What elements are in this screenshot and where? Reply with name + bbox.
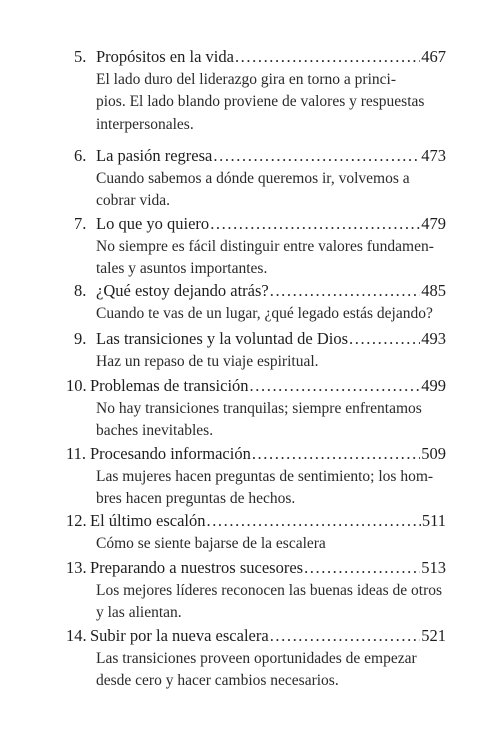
toc-entry-13 bbox=[66, 556, 446, 625]
description-line: Cómo se siente bajarse de la escalera bbox=[96, 535, 326, 552]
chapter-number: 9. bbox=[74, 329, 87, 348]
toc-title-line bbox=[74, 144, 446, 168]
toc-entry-12 bbox=[66, 509, 446, 555]
description-line: Haz un repaso de tu viaje espiritual. bbox=[96, 353, 319, 370]
chapter-number: 11. bbox=[66, 444, 87, 463]
chapter-title: Problemas de transición bbox=[90, 376, 249, 395]
chapter-description bbox=[96, 398, 446, 443]
chapter-description bbox=[96, 303, 446, 325]
toc-title-line bbox=[66, 374, 446, 398]
chapter-description bbox=[96, 648, 446, 693]
toc-entry-6 bbox=[74, 144, 446, 213]
chapter-description bbox=[96, 580, 446, 625]
chapter-number: 7. bbox=[74, 214, 87, 233]
chapter-number: 12. bbox=[66, 511, 87, 530]
page-number: 479 bbox=[421, 214, 446, 233]
description-line: Cuando sabemos a dónde queremos ir, volvemos a bbox=[96, 170, 410, 187]
description-line: Cuando te vas de un lugar, ¿qué legado estás dejando? bbox=[96, 305, 433, 322]
description-line: baches inevitables. bbox=[96, 422, 214, 440]
chapter-number: 8. bbox=[74, 281, 87, 300]
dot-leader bbox=[250, 374, 421, 398]
description-line: El lado duro del liderazgo gira en torno a princi- bbox=[96, 71, 396, 88]
description-line: pios. El lado blando proviene de valores y respuestas bbox=[96, 93, 425, 111]
dot-leader bbox=[210, 212, 420, 236]
chapter-number: 6. bbox=[74, 146, 87, 165]
dot-leader bbox=[349, 327, 420, 351]
toc-entry-10 bbox=[66, 374, 446, 443]
description-line: bres hacen preguntas de hechos. bbox=[96, 490, 296, 508]
chapter-title: Propósitos en la vida bbox=[96, 47, 234, 66]
chapter-number: 13. bbox=[66, 558, 87, 577]
chapter-description bbox=[96, 351, 446, 373]
dot-leader bbox=[206, 509, 420, 533]
chapter-title: Las transiciones y la voluntad de Dios bbox=[96, 329, 349, 348]
toc-title-line bbox=[74, 327, 446, 351]
chapter-title: ¿Qué estoy dejando atrás? bbox=[96, 281, 269, 300]
toc-entry-8 bbox=[74, 279, 446, 325]
description-line: tales y asuntos importantes. bbox=[96, 260, 268, 278]
dot-leader bbox=[304, 556, 420, 580]
toc-title-line bbox=[66, 509, 446, 533]
chapter-description bbox=[96, 533, 446, 555]
dot-leader bbox=[270, 624, 421, 648]
description-line: cobrar vida. bbox=[96, 192, 171, 210]
chapter-number: 10. bbox=[66, 376, 87, 395]
toc-title-line bbox=[66, 442, 446, 466]
page-number: 485 bbox=[421, 281, 446, 300]
toc-title-line bbox=[66, 624, 446, 648]
chapter-description bbox=[96, 466, 446, 511]
chapter-title: Preparando a nuestros sucesores bbox=[90, 558, 304, 577]
page-number: 509 bbox=[421, 444, 446, 463]
description-line: interpersonales. bbox=[96, 115, 194, 133]
description-line: No hay transiciones tranquilas; siempre enfrentamos bbox=[96, 400, 422, 417]
chapter-title: Lo que yo quiero bbox=[96, 214, 210, 233]
dot-leader bbox=[213, 144, 420, 168]
toc-title-line bbox=[74, 212, 446, 236]
chapter-description bbox=[96, 69, 446, 136]
toc-title-line bbox=[66, 556, 446, 580]
chapter-number: 14. bbox=[66, 626, 87, 645]
description-line: Los mejores líderes reconocen las buenas ideas de otros bbox=[96, 582, 443, 599]
chapter-title: Procesando información bbox=[90, 444, 251, 463]
toc-entry-5 bbox=[74, 45, 446, 136]
chapter-number: 5. bbox=[74, 47, 87, 66]
toc-entry-11 bbox=[66, 442, 446, 511]
chapter-description bbox=[96, 236, 446, 281]
toc-entry-7 bbox=[74, 212, 446, 281]
dot-leader bbox=[235, 45, 420, 69]
page-number: 513 bbox=[421, 558, 446, 577]
chapter-title: Subir por la nueva escalera bbox=[90, 626, 269, 645]
toc-title-line bbox=[74, 45, 446, 69]
description-line: desde cero y hacer cambios necesarios. bbox=[96, 672, 339, 690]
page-number: 499 bbox=[421, 376, 446, 395]
toc-title-line bbox=[74, 279, 446, 303]
dot-leader bbox=[252, 442, 420, 466]
dot-leader bbox=[270, 279, 421, 303]
chapter-title: El último escalón bbox=[90, 511, 206, 530]
toc-entry-9 bbox=[74, 327, 446, 373]
toc-entry-14 bbox=[66, 624, 446, 693]
chapter-description bbox=[96, 168, 446, 213]
page-number: 473 bbox=[421, 146, 446, 165]
page-number: 521 bbox=[421, 626, 446, 645]
description-line: No siempre es fácil distinguir entre valores fundamen- bbox=[96, 238, 434, 255]
page-number: 493 bbox=[421, 329, 446, 348]
description-line: y las alientan. bbox=[96, 604, 182, 622]
chapter-title: La pasión regresa bbox=[96, 146, 213, 165]
page-number: 511 bbox=[421, 511, 446, 530]
description-line: Las mujeres hacen preguntas de sentimiento; los hom- bbox=[96, 468, 434, 485]
page-number: 467 bbox=[421, 47, 446, 66]
description-line: Las transiciones proveen oportunidades de empezar bbox=[96, 650, 417, 667]
